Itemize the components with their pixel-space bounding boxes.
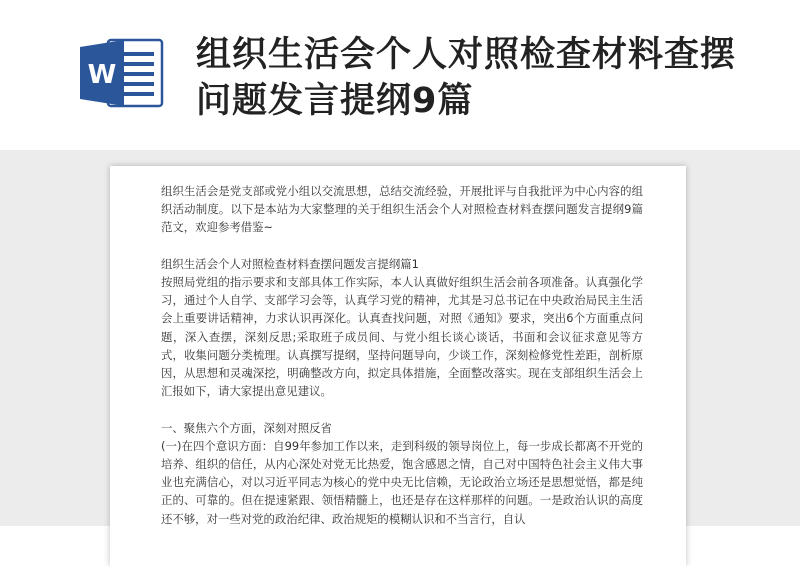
intro-paragraph: 组织生活会是党支部或党小组以交流思想，总结交流经验，开展批评与自我批评为中心内容的组织活动制度。以下是本站为大家整理的关于组织生活会个人对照检查材料查摆问题发言提纲9篇范文，欢迎参考借鉴~ xyxy=(161,184,643,235)
section-heading: 一、聚焦六个方面，深刻对照反省 xyxy=(161,420,332,435)
word-icon-letter: W xyxy=(87,60,117,90)
section-body-paragraph: 按照局党组的指示要求和支部具体工作实际，本人认真做好组织生活会前各项准备。认真强化学习，通过个人自学、支部学习会等，认真学习党的精神，尤其是习总书记在中央政治局民主生活会上重要讲话精神，力求认识再深化。认真查找问题，对照《通知》要求，突出6个方面重点问题，深入查摆，深刻反思;采取班子成员间、与党小组长谈心谈话，书面和会议征求意见等方式，收集问题分类梳理。认真撰写提纲，坚持问题导向，少谈工作，深刻检修党性差距，剖析原因，从思想和灵魂深挖，明确整改方向，拟定具体措施，全面整改落实。现在支部组织生活会上汇报如下，请大家提出意见建议。 xyxy=(161,275,643,399)
header xyxy=(0,0,800,150)
document-content xyxy=(161,182,643,528)
paragraph-gap xyxy=(161,237,643,255)
document-page xyxy=(110,166,686,566)
word-document-icon xyxy=(78,38,164,108)
body-paragraph: (一)在四个意识方面：自99年参加工作以来，走到科级的领导岗位上，每一步成长都离不开党的培养、组织的信任，从内心深处对党无比热爱，饱含感恩之情，自己对中国特色社会主义伟大事业也充满信心，对以习近平同志为核心的党中央无比信赖，无论政治立场还是思想觉悟，都是纯正的、可靠的。但在提速紧跟、领悟精髓上，也还是存在这样那样的问题。一是政治认识的高度还不够，对一些对党的政治纪律、政治规矩的模糊认识和不当言行，自认 xyxy=(161,438,643,526)
section-title: 组织生活会个人对照检查材料查摆问题发言提纲篇1 xyxy=(161,256,419,271)
paragraph-gap xyxy=(161,400,643,418)
page-title: 组织生活会个人对照检查材料查摆问题发言提纲9篇 xyxy=(196,35,737,121)
